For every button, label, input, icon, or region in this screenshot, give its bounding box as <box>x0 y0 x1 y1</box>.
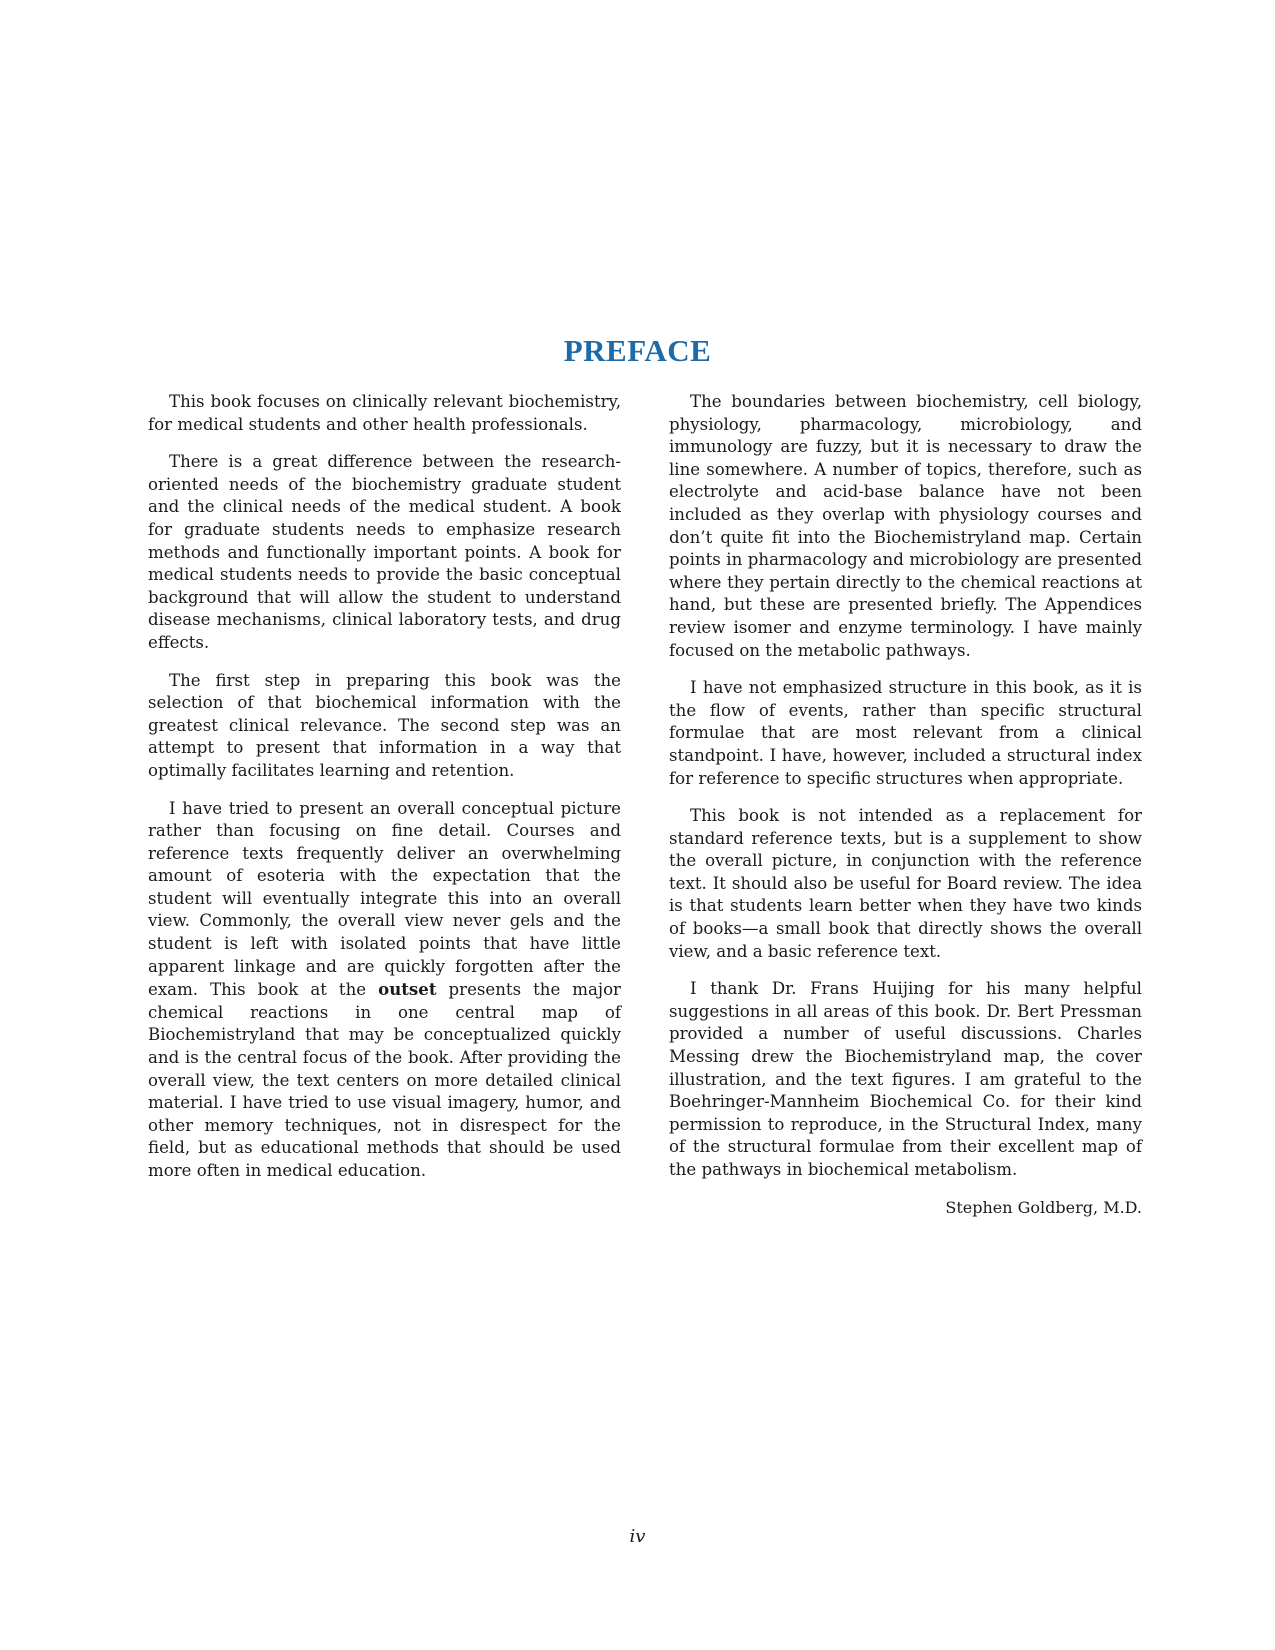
paragraph-needs: There is a great difference between the research-oriented needs of the biochemistry graduate student and the clinical needs of the medical student. A book for graduate students needs to emphasize research methods and functionally important points. A book for medical students needs to provide the basic conceptual background that will allow the student to understand disease mechanisms, clinical laboratory tests, and drug effects. <box>148 452 621 652</box>
page-number: iv <box>629 1526 646 1547</box>
page-title: PREFACE <box>563 333 712 368</box>
paragraph-supplement: This book is not intended as a replacement for standard reference texts, but is a supplement to show the overall picture, in conjunction with the reference text. It should also be useful for Board review. The idea is that students learn better when they have two kinds of books—a small book that directly shows the overall view, and a basic reference text. <box>669 806 1142 961</box>
paragraph-conceptual-end: presents the major chemical reactions in one central map of Biochemistryland that may be conceptualized quickly and is the central focus of the book. After providing the overall view, the text centers on more detailed clinical material. I have tried to use visual imagery, humor, and other memory techniques, not in disrespect for the field, but as educational methods that should be used more often in medical education. <box>148 980 621 1180</box>
right-column <box>669 391 1142 1219</box>
paragraph-conceptual <box>148 798 621 1183</box>
left-column <box>148 391 621 1198</box>
paragraph-first-step: The first step in preparing this book was the selection of that biochemical information with the greatest clinical relevance. The second step was an attempt to present that information in a way that optimally facilitates learning and retention. <box>148 670 621 780</box>
paragraph-acknowledgments: I thank Dr. Frans Huijing for his many helpful suggestions in all areas of this book. Dr. Bert Pressman provided a number of useful discussions. Charles Messing drew the Biochemistryland map, the cover illustration, and the text figures. I am grateful to the Boehringer-Mannheim Biochemical Co. for their kind permission to reproduce, in the Structural Index, many of the structural formulae from their excellent map of the pathways in biochemical metabolism. <box>669 979 1142 1179</box>
paragraph-boundaries: The boundaries between biochemistry, cell biology, physiology, pharmacology, microbiology, and immunology are fuzzy, but it is necessary to draw the line somewhere. A number of topics, therefore, such as electrolyte and acid-base balance have not been included as they overlap with physiology courses and don’t quite fit into the Biochemistryland map. Certain points in pharmacology and microbiology are presented where they pertain directly to the chemical reactions at hand, but these are presented briefly. The Appendices review isomer and enzyme terminology. I have mainly focused on the metabolic pathways. <box>669 392 1142 660</box>
bold-term-outset: outset <box>378 979 437 1000</box>
paragraph-structure: I have not emphasized structure in this book, as it is the flow of events, rather than specific structural formulae that are most relevant from a clinical standpoint. I have, however, included a structural index for reference to specific structures when appropriate. <box>669 678 1142 788</box>
author-signature: Stephen Goldberg, M.D. <box>945 1197 1142 1217</box>
paragraph-conceptual-start: I have tried to present an overall conceptual picture rather than focusing on fine detail. Courses and reference texts frequently deliver an overwhelming amount of esoteria with the expectation that the student will eventually integrate this into an overall view. Commonly, the overall view never gels and the student is left with isolated points that have little apparent linkage and are quickly forgotten after the exam. This book at the <box>148 798 621 1000</box>
paragraph-intro: This book focuses on clinically relevant biochemistry, for medical students and other health professionals. <box>148 392 621 434</box>
